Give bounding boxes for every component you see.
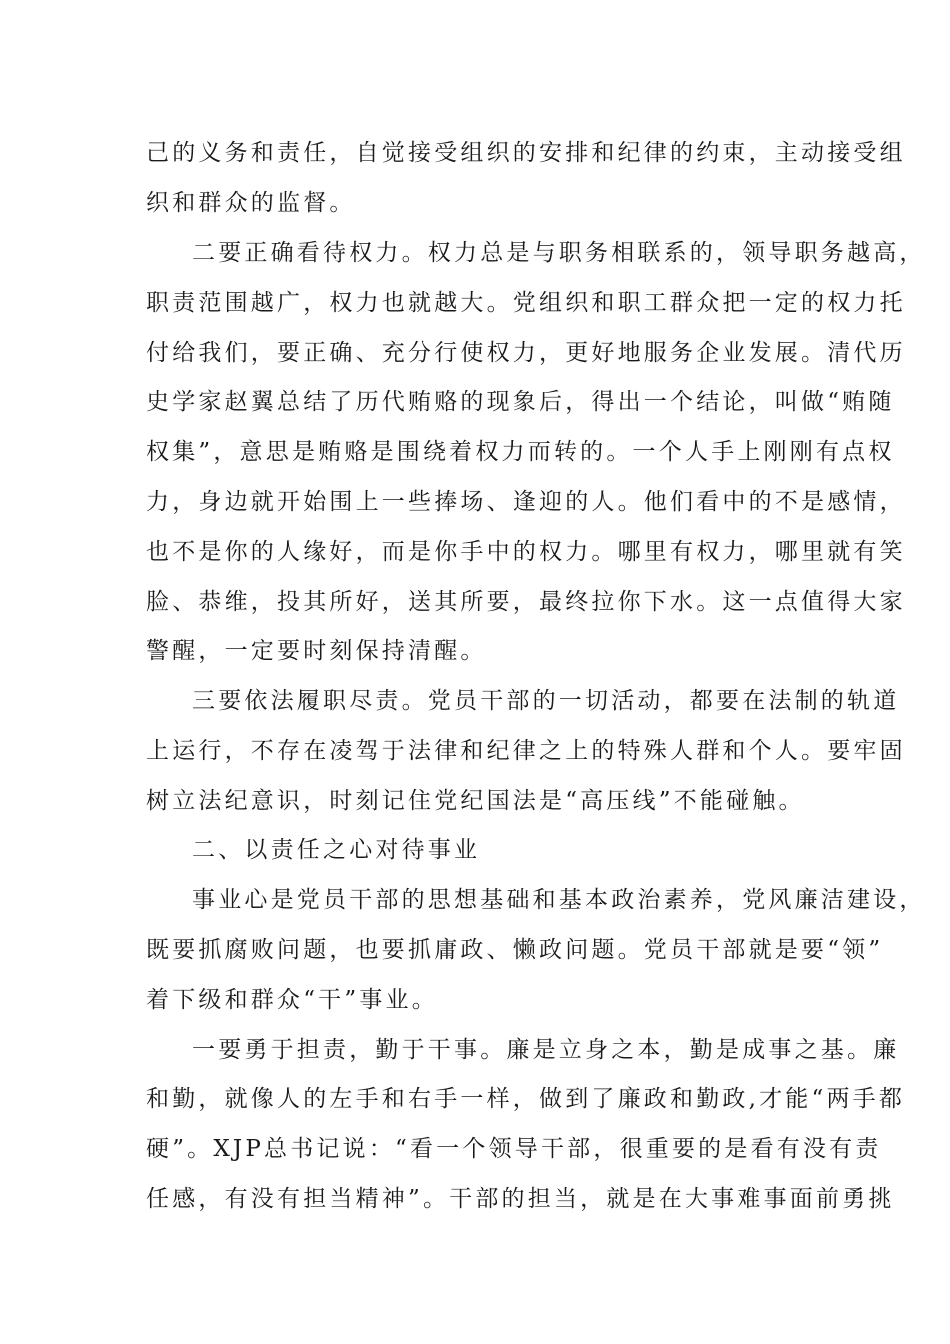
text-line: 脸、恭维，投其所好，送其所要，最终拉你下水。这一点值得大家: [146, 589, 906, 615]
text-line: 既要抓腐败问题，也要抓庸政、懒政问题。党员干部就是要“领”: [146, 937, 884, 963]
text-line: 任感，有没有担当精神”。干部的担当，就是在大事难事面前勇挑: [146, 1186, 895, 1212]
text-line: 警醒，一定要时刻保持清醒。: [146, 638, 487, 664]
text-line: 一要勇于担责，勤于干事。廉是立身之本，勤是成事之基。廉: [192, 1037, 900, 1063]
text-line: 也不是你的人缘好，而是你手中的权力。哪里有权力，哪里就有笑: [146, 539, 906, 565]
text-line: 事业心是党员干部的思想基础和基本政治素养，党风廉洁建设，: [192, 887, 926, 913]
text-line: 着下级和群众“干”事业。: [146, 987, 438, 1013]
text-line: 史学家赵翼总结了历代贿赂的现象后，得出一个结论，叫做“贿随: [146, 389, 895, 415]
text-line: 织和群众的监督。: [146, 190, 356, 216]
text-line: 力，身边就开始围上一些捧场、逢迎的人。他们看中的不是感情，: [146, 489, 906, 515]
text-line: 职责范围越广，权力也就越大。党组织和职工群众把一定的权力托: [146, 290, 906, 316]
text-line: 硬”。XJP总书记说：“看一个领导干部，很重要的是看有没有责: [146, 1136, 882, 1162]
section-heading: 二、以责任之心对待事业: [192, 837, 481, 863]
text-line: 付给我们，要正确、充分行使权力，更好地服务企业发展。清代历: [146, 340, 906, 366]
text-line: 二要正确看待权力。权力总是与职务相联系的，领导职务越高，: [192, 240, 926, 266]
text-line: 权集”，意思是贿赂是围绕着权力而转的。一个人手上刚刚有点权: [146, 439, 895, 465]
text-line: 上运行，不存在凌驾于法律和纪律之上的特殊人群和个人。要牢固: [146, 738, 906, 764]
text-line: 和勤，就像人的左手和右手一样，做到了廉政和勤政,才能“两手都: [146, 1086, 906, 1112]
text-line: 己的义务和责任，自觉接受组织的安排和纪律的约束，主动接受组: [146, 140, 906, 166]
text-line: 树立法纪意识，时刻记住党纪国法是“高压线”不能碰触。: [146, 788, 805, 814]
text-line: 三要依法履职尽责。党员干部的一切活动，都要在法制的轨道: [192, 688, 900, 714]
